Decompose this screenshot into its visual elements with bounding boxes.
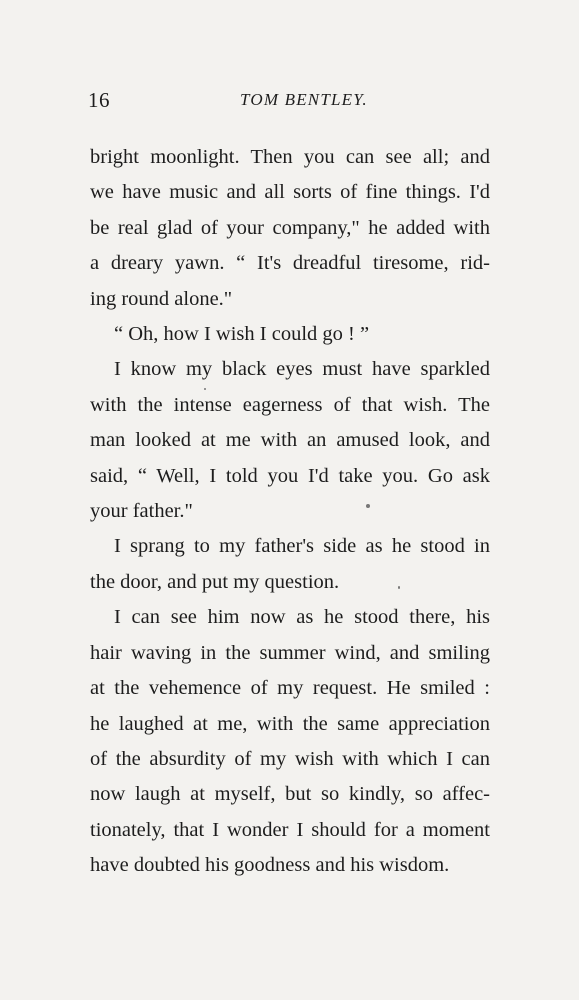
ink-speck — [398, 586, 400, 589]
text-line: tionately, that I wonder I should for a moment — [90, 818, 490, 841]
text-line: a dreary yawn. “ It's dreadful tiresome, rid- — [90, 252, 490, 275]
text-line: with the intense eagerness of that wish. The — [90, 393, 490, 416]
text-line: bright moonlight. Then you can see all; and — [90, 146, 490, 168]
text-line: have doubted his goodness and his wisdom. — [90, 854, 450, 877]
text-line: hair waving in the summer wind, and smiling — [90, 641, 490, 664]
text-line: of the absurdity of my wish with which I can — [90, 747, 490, 770]
running-title: TOM BENTLEY. — [240, 90, 368, 109]
text-line: I can see him now as he stood there, his — [114, 606, 490, 629]
text-line: the door, and put my question. — [90, 570, 340, 593]
page-number: 16 — [88, 88, 110, 112]
text-line: I sprang to my father's side as he stood in — [114, 535, 490, 558]
text-line: man looked at me with an amused look, and — [90, 429, 490, 452]
text-line: I know my black eyes must have sparkled — [114, 358, 490, 381]
text-line: now laugh at myself, but so kindly, so affec- — [90, 783, 490, 806]
text-line: your father." — [90, 500, 193, 523]
text-line: “ Oh, how I wish I could go ! ” — [114, 323, 370, 346]
text-line: we have music and all sorts of fine things. I'd — [90, 181, 490, 204]
ink-speck — [204, 388, 206, 390]
text-line: be real glad of your company," he added with — [90, 216, 490, 239]
page-header — [88, 88, 488, 118]
ink-speck — [366, 504, 370, 508]
text-line: said, “ Well, I told you I'd take you. Go ask — [90, 464, 490, 487]
body-text — [90, 140, 490, 884]
text-line: he laughed at me, with the same appreciation — [90, 712, 490, 735]
text-line: at the vehemence of my request. He smiled : — [90, 677, 490, 700]
text-line: ing round alone." — [90, 287, 233, 310]
